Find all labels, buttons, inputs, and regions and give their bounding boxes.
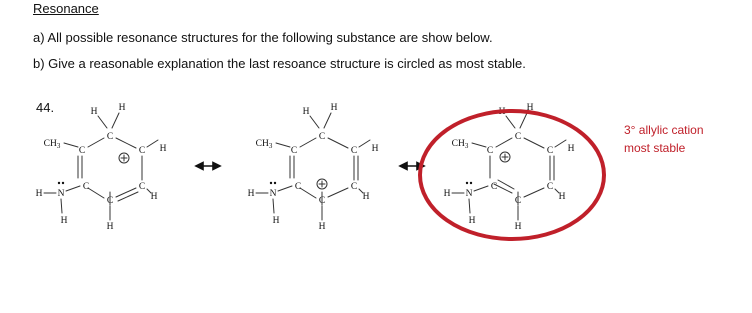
- hydrogen-label: H: [159, 144, 167, 154]
- bond: [98, 116, 107, 128]
- problem-number: 44.: [36, 100, 55, 115]
- bond: [555, 189, 559, 193]
- lone-pair-dot: [62, 182, 64, 184]
- carbon-label: C: [514, 196, 522, 206]
- hydrogen-label: H: [150, 192, 158, 202]
- carbon-label: C: [486, 146, 494, 156]
- hydrogen-label: H: [318, 222, 326, 232]
- arrow-head-right: [213, 163, 220, 170]
- hydrogen-label: H: [302, 107, 310, 117]
- lone-pair-dot: [466, 182, 468, 184]
- carbon-label: C: [106, 132, 114, 142]
- nitrogen-label: N: [269, 189, 277, 199]
- lone-pair-dot: [270, 182, 272, 184]
- carbon-label: C: [82, 182, 90, 192]
- bond: [524, 188, 544, 197]
- nitrogen-label: N: [465, 189, 473, 199]
- lone-pair-dot: [58, 182, 60, 184]
- bond: [300, 138, 316, 147]
- resonance-structure-2: [248, 103, 379, 232]
- hydrogen-label: H: [272, 216, 280, 226]
- bond: [555, 140, 566, 147]
- carbon-label: C: [138, 182, 146, 192]
- hydrogen-label: H: [247, 189, 255, 199]
- hydrogen-label: H: [35, 189, 43, 199]
- bond: [359, 189, 363, 193]
- arrow-head-left: [196, 163, 203, 170]
- bond: [88, 188, 104, 198]
- bond: [469, 199, 470, 213]
- hydrogen-label: H: [118, 103, 126, 113]
- carbon-label: C: [138, 146, 146, 156]
- carbon-label: C: [78, 146, 86, 156]
- bond: [359, 140, 370, 147]
- bond: [496, 138, 512, 147]
- most-stable-circle: [420, 111, 604, 239]
- bond: [64, 143, 78, 147]
- carbon-label: C: [514, 132, 522, 142]
- hydrogen-label: H: [514, 222, 522, 232]
- bond: [61, 199, 62, 213]
- bond: [116, 188, 136, 197]
- bond: [506, 116, 515, 128]
- bond: [66, 186, 80, 191]
- methyl-label: $CH_3$: [255, 139, 273, 150]
- carbon-label: C: [350, 182, 358, 192]
- page-heading: Resonance: [33, 1, 99, 16]
- resonance-arrows: [196, 163, 424, 170]
- bond: [520, 113, 527, 128]
- hydrogen-label: H: [567, 144, 575, 154]
- bond: [147, 140, 158, 147]
- hydrogen-label: H: [498, 107, 506, 117]
- annotation-line-1: 3° allylic cation: [624, 123, 704, 137]
- question-part-b: b) Give a reasonable explanation the last resoance structure is circled as most stable.: [33, 56, 526, 71]
- bond: [112, 113, 119, 128]
- hydrogen-label: H: [90, 107, 98, 117]
- hydrogen-label: H: [330, 103, 338, 113]
- annotation-line-2: most stable: [624, 141, 686, 155]
- bond: [474, 186, 488, 191]
- bond: [88, 138, 104, 147]
- carbon-label: C: [490, 182, 498, 192]
- bond: [328, 188, 348, 197]
- carbon-label: C: [294, 182, 302, 192]
- hydrogen-label: H: [106, 222, 114, 232]
- bond: [147, 189, 151, 193]
- nitrogen-label: N: [57, 189, 65, 199]
- resonance-structure-1: [36, 103, 167, 232]
- carbon-label: C: [318, 196, 326, 206]
- methyl-label: $CH_3$: [43, 139, 61, 150]
- hydrogen-label: H: [468, 216, 476, 226]
- methyl-label: $CH_3$: [451, 139, 469, 150]
- bond: [328, 138, 348, 148]
- question-part-a: a) All possible resonance structures for the following substance are show below.: [33, 30, 493, 45]
- carbon-label: C: [546, 182, 554, 192]
- hydrogen-label: H: [558, 192, 566, 202]
- carbon-label: C: [350, 146, 358, 156]
- hydrogen-label: H: [362, 192, 370, 202]
- carbon-label: C: [106, 196, 114, 206]
- bond: [118, 192, 138, 201]
- bond: [310, 116, 319, 128]
- hydrogen-label: H: [443, 189, 451, 199]
- lone-pair-dot: [274, 182, 276, 184]
- hydrogen-label: H: [526, 103, 534, 113]
- bond: [276, 143, 290, 147]
- bond: [524, 138, 544, 148]
- hydrogen-label: H: [60, 216, 68, 226]
- bond: [324, 113, 331, 128]
- bond: [472, 143, 486, 147]
- carbon-label: C: [318, 132, 326, 142]
- arrow-head-left: [400, 163, 407, 170]
- bond: [116, 138, 136, 148]
- carbon-label: C: [290, 146, 298, 156]
- bond: [278, 186, 292, 191]
- lone-pair-dot: [470, 182, 472, 184]
- hydrogen-label: H: [371, 144, 379, 154]
- carbon-label: C: [546, 146, 554, 156]
- bond: [300, 188, 316, 198]
- bond: [273, 199, 274, 213]
